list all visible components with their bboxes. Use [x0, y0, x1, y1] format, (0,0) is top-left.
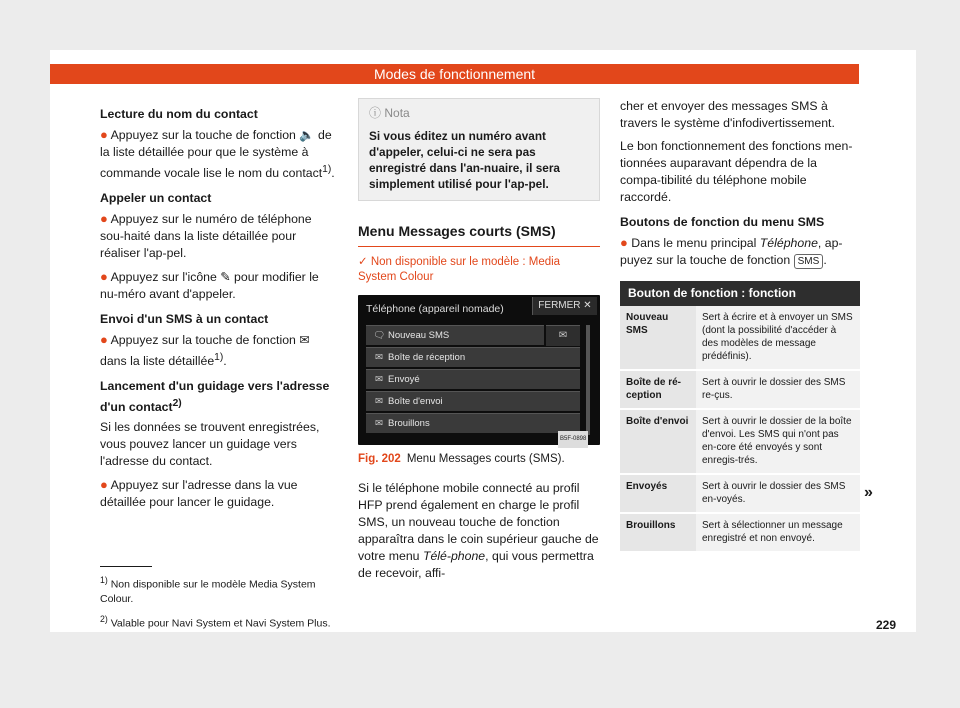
screen-item-drafts[interactable]: ✉ Brouillons — [366, 413, 580, 433]
note-title: ⓘ Nota — [369, 106, 410, 120]
edit-sms-icon[interactable]: ✉ — [546, 325, 580, 346]
paragraph-sms-profile: Si le téléphone mobile connecté au profil HFP prend également en charge le profil SMS, un nouveau touche de fonction apparaîtra dans le coin supérieur gauche de votre menu Télé-phone, qui vous permettra de recevoir, affi- — [358, 481, 599, 580]
paragraph-compatibility: Le bon fonctionnement des fonctions men-tionnées auparavant dépendra de la compa-tibilité du téléphone mobile raccordé. — [620, 139, 853, 204]
edit-pencil-icon: ✎ — [220, 270, 231, 285]
screen-item-outbox[interactable]: ✉ Boîte d'envoi — [366, 391, 580, 411]
envelope-icon: ✉ — [375, 352, 383, 363]
envelope-icon: ✉ — [375, 418, 383, 429]
sms-menu-screenshot — [358, 295, 600, 445]
table-row: Envoyés Sert à ouvrir le dossier des SMS en-voyés. — [620, 474, 860, 513]
screen-title: Téléphone (appareil nomade) — [366, 303, 504, 315]
availability-note: ✓ Non disponible sur le modèle : Media System Colour — [358, 256, 561, 283]
bullet-icon: ● — [620, 235, 628, 250]
heading-read-contact: Lecture du nom du contact — [100, 107, 258, 121]
table-row: Boîte d'envoi Sert à ouvrir le dossier de la boîte d'envoi. Les SMS qui n'ont pas en-core été envoyés y sont enregis-trés. — [620, 409, 860, 474]
continue-mark: » — [864, 484, 873, 501]
heading-call-contact: Appeler un contact — [100, 191, 212, 206]
close-button[interactable]: FERMER ✕ — [532, 297, 597, 315]
page-header: Modes de fonctionnement — [50, 64, 859, 84]
checkmark-icon: ✓ — [358, 256, 368, 268]
table-row: Nouveau SMS Sert à écrire et à envoyer un SMS (dont la possibilité d'accéder à des modèles de message prédéfinis). — [620, 306, 860, 370]
bullet-icon: ● — [100, 127, 108, 142]
bullet-icon: ● — [100, 211, 108, 227]
function-table — [620, 281, 860, 553]
screen-item-inbox[interactable]: ✉ Boîte de réception — [366, 347, 580, 367]
envelope-icon: ✉ — [375, 374, 383, 385]
paragraph-guidance: Si les données se trouvent enregistrées, vous pouvez lancer un guidage vers l'adresse du contact. — [100, 420, 320, 469]
note-box — [358, 98, 600, 201]
paragraph-sms-button: ● Dans le menu principal Téléphone, ap-puyez sur la touche de fonction SMS . — [620, 235, 843, 267]
envelope-icon: ✉ — [299, 333, 310, 348]
heading-sms-buttons: Boutons de fonction du menu SMS — [620, 215, 825, 229]
figure-code: B5F-0898 — [558, 431, 588, 448]
info-icon: ⓘ — [369, 106, 382, 120]
bullet-icon: ● — [100, 477, 108, 493]
page-number: 229 — [876, 618, 897, 632]
paragraph-read-contact: ● Appuyez sur la touche de fonction 🔈 de la liste détaillée pour que le système à commande vocale lise le nom du contact$^{1)}$. — [100, 127, 335, 181]
heading-send-sms: Envoi d'un SMS à un contact — [100, 312, 269, 327]
speaker-icon: 🔈 — [299, 128, 315, 142]
column-left — [100, 98, 336, 517]
footnotes — [100, 573, 340, 636]
table-row: Brouillons Sert à sélectionner un message enregistré et non envoyé. — [620, 513, 860, 552]
column-middle — [358, 98, 600, 588]
speech-bubble-icon: 🗨 — [372, 330, 386, 341]
sms-button: SMS — [794, 254, 824, 269]
section-title: Menu Messages courts (SMS) — [358, 223, 600, 247]
envelope-icon: ✉ — [375, 396, 383, 407]
paragraph-call-contact: ● Appuyez sur le numéro de téléphone sou-haité dans la liste détaillée pour réaliser l'ap-pel. — [100, 211, 312, 261]
note-text: Si vous éditez un numéro avant d'appeler, celui-ci ne sera pas enregistré dans l'an-nuaire, il sera simplement utilisé pour l'ap-pel. — [369, 129, 560, 191]
screen-item-sent[interactable]: ✉ Envoyé — [366, 369, 580, 389]
heading-guidance: Lancement d'un guidage vers l'adresse d'un contact$^{2)}$ — [100, 379, 330, 415]
scrollbar[interactable] — [586, 325, 590, 435]
bullet-icon: ● — [100, 269, 108, 285]
paragraph-send-sms: ● Appuyez sur la touche de fonction ✉ dans la liste détaillée$^{1)}$. — [100, 332, 310, 369]
figure-caption: Fig. 202 Menu Messages courts (SMS). — [358, 453, 565, 465]
paragraph-continued: cher et envoyer des messages SMS à travers le système d'infodivertissement. — [620, 99, 835, 130]
bullet-icon: ● — [100, 332, 108, 348]
table-row: Boîte de ré-ception Sert à ouvrir le dossier des SMS re-çus. — [620, 370, 860, 409]
footnote-1: $^{1)}$ Non disponible sur le modèle Media System Colour. — [100, 575, 316, 605]
table-header: Bouton de fonction : fonction — [620, 281, 860, 306]
footnote-2: $^{2)}$ Valable pour Navi System et Navi System Plus. — [100, 613, 331, 629]
paragraph-edit-number: ● Appuyez sur l'icône ✎ pour modifier le nu-méro avant d'appeler. — [100, 269, 319, 302]
screen-item-new-sms[interactable]: 🗨 Nouveau SMS — [366, 325, 544, 345]
paragraph-start-guidance: ● Appuyez sur l'adresse dans la vue détaillée pour lancer le guidage. — [100, 477, 298, 510]
footnote-divider — [100, 566, 152, 567]
column-right — [620, 98, 860, 553]
